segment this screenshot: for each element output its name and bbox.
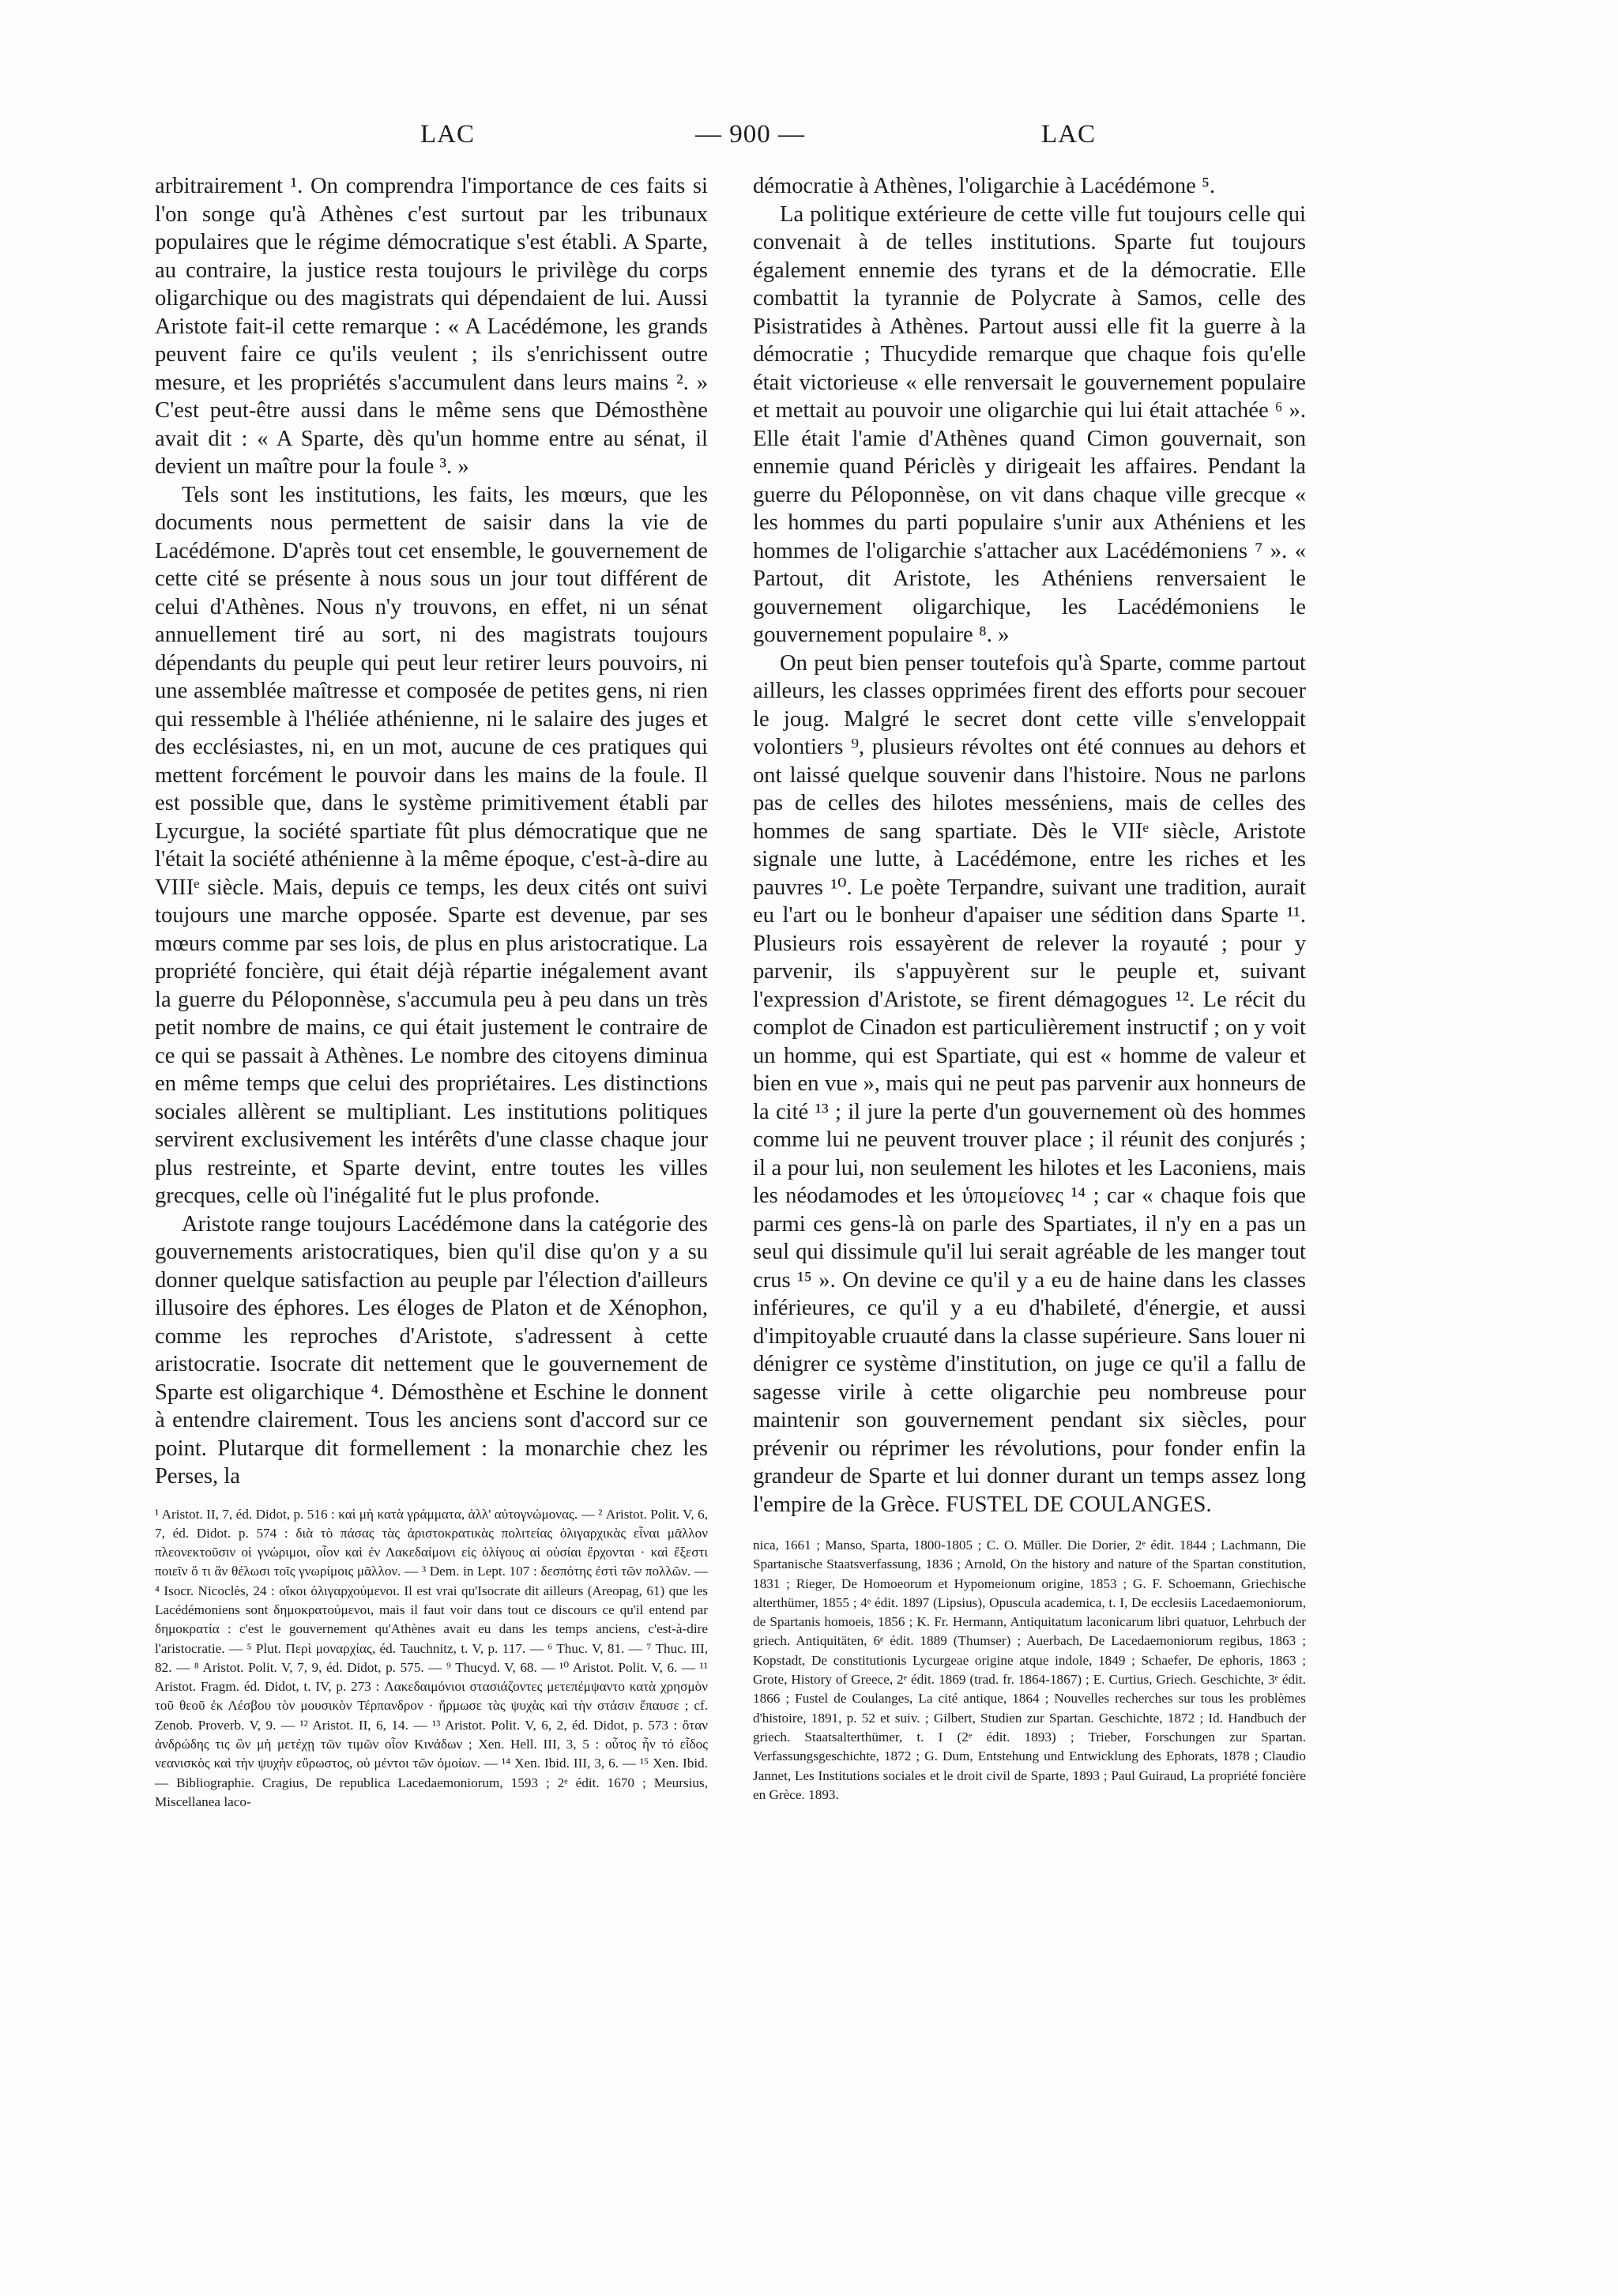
page-number: — 900 — (695, 120, 805, 149)
left-paragraph-2: Tels sont les institutions, les faits, les mœurs, que les documents nous permettent de saisir dans la vie de Lacédémone. D'après tout cet ensemble, le gouvernement de cette cité se présente à nous sous un jour tout différent de celui d'Athènes. Nous n'y trouvons, en effet, ni un sénat annuellement tiré au sort, ni des magistrats toujours dépendants du peuple qui peut leur retirer leurs pouvoirs, ni une assemblée maîtresse et composée de petites gens, ni rien qui ressemble à l'héliée athénienne, ni le salaire des juges et des ecclésiastes, ni, en un mot, aucune de ces pratiques qui mettent forcément le pouvoir dans les mains de la foule. Il est possible que, dans le système primitivement établi par Lycurgue, la société spartiate fût plus démocratique que ne l'était la société athénienne à la même époque, c'est-à-dire au VIIIᵉ siècle. Mais, depuis ce temps, les deux cités ont suivi toujours une marche opposée. Sparte est devenue, par ses mœurs comme par ses lois, de plus en plus aristocratique. La propriété foncière, qui était déjà répartie inégalement avant la guerre du Péloponnèse, s'accumula peu à peu dans un très petit nombre de mains, ce qui était justement le contraire de ce qui se passait à Athènes. Le nombre des citoyens diminua en même temps que celui des propriétaires. Les distinctions sociales allèrent se multipliant. Les institutions politiques servirent exclusivement les intérêts d'une classe chaque jour plus restreinte, et Sparte devint, entre toutes les villes grecques, celle où l'inégalité fut le plus profonde. (155, 482, 708, 1208)
right-column-body (753, 172, 1306, 1519)
left-paragraph-1: arbitrairement ¹. On comprendra l'importance de ces faits si l'on songe qu'à Athènes c'est surtout par les tribunaux populaires que le régime démocratique s'est établi. A Sparte, au contraire, la justice resta toujours le privilège du corps oligarchique ou des magistrats qui dépendaient de lui. Aussi Aristote fait-il cette remarque : « A Lacédémone, les grands peuvent faire ce qu'ils veulent ; ils s'enrichissent outre mesure, et les propriétés s'accumulent dans leurs mains ². » C'est peut-être aussi dans le même sens que Démosthène avait dit : « A Sparte, dès qu'un homme entre au sénat, il devient un maître pour la foule ³. » (155, 174, 708, 479)
left-footnote-text: ¹ Aristot. II, 7, éd. Didot, p. 516 : καὶ μὴ κατὰ γράμματα, ἀλλ' αὐτογνώμονας. — ² Aristot. Polit. V, 6, 7, éd. Didot. p. 574 : διὰ τὸ πάσας τὰς ἀριστοκρατικὰς πολιτείας ὀλιγαρχικὰς εἶναι μᾶλλον πλεονεκτοῦσιν οἱ γνώριμοι, οἷον καὶ ἐν Λακεδαίμονι εἰς ὀλίγους αἱ οὐσίαι ἔρχονται · καὶ ἔξεστι ποιεῖν ὅ τι ἂν θέλωσι τοῖς γνωρίμοις μᾶλλον. — ³ Dem. in Lept. 107 : δεσπότης ἐστὶ τῶν πολλῶν. — ⁴ Isocr. Nicoclès, 24 : οἴκοι ὀλιγαρχούμενοι. Il est vrai qu'Isocrate dit ailleurs (Areopag, 61) que les Lacédémoniens sont δημοκρατούμενοι, mais il faut voir dans tout ce discours ce qu'il entend par δημοκρατία : c'est le gouvernement qu'Athènes avait eu dans les temps anciens, c'est-à-dire l'aristocratie. — ⁵ Plut. Περὶ μοναρχίας, éd. Tauchnitz, t. V, p. 117. — ⁶ Thuc. V, 81. — ⁷ Thuc. III, 82. — ⁸ Aristot. Polit. V, 7, 9, éd. Didot, p. 575. — ⁹ Thucyd. V, 68. — ¹⁰ Aristot. Polit. V, 6. — ¹¹ Aristot. Fragm. éd. Didot, t. IV, p. 273 : Λακεδαιμόνιοι στασιάζοντες μετεπέμψαντο κατὰ χρησμὸν τοῦ θεοῦ ἐκ Λέσβου τὸν μουσικὸν Τέρπανδρον · ἥρμωσε τὰς ψυχὰς καὶ τὴν στάσιν ἔπαυσε ; cf. Zenob. Proverb. V, 9. — ¹² Aristot. II, 6, 14. — ¹³ Aristot. Polit. V, 6, 2, éd. Didot, p. 573 : ὅταν ἀνδρώδης τις ὢν μὴ μετέχῃ τῶν τιμῶν οἷον Κινάδων ; Xen. Hell. III, 3, 5 : οὗτος ἦν τό εἶδος νεανισκὸς καὶ τὴν ψυχὴν εὔρωστος, οὐ μέντοι τῶν ὁμοίων. — ¹⁴ Xen. Ibid. III, 3, 6. — ¹⁵ Xen. Ibid. — Bibliographie. Cragius, De republica Lacedaemoniorum, 1593 ; 2ᵉ édit. 1670 ; Meursius, Miscellanea laco- (155, 1506, 708, 1809)
left-footnotes (155, 1505, 708, 1812)
right-footnotes (753, 1536, 1306, 1805)
left-column-body (155, 172, 708, 1491)
running-head-left: LAC (420, 120, 475, 149)
running-head-right: LAC (1041, 120, 1096, 149)
left-paragraph-3: Aristote range toujours Lacédémone dans la catégorie des gouvernements aristocratiques, bien qu'il dise qu'on y a su donner quelque satisfaction au peuple par l'élection d'ailleurs illusoire des éphores. Les éloges de Platon et de Xénophon, comme les reproches d'Aristote, s'adressent à cette aristocratie. Isocrate dit nettement que le gouvernement de Sparte est oligarchique ⁴. Démosthène et Eschine le donnent à entendre clairement. Tous les anciens sont d'accord sur ce point. Plutarque dit formellement : la monarchie chez les Perses, la (155, 1211, 708, 1489)
right-paragraph-2: La politique extérieure de cette ville fut toujours celle qui convenait à de telles institutions. Sparte fut toujours également ennemie des tyrans et de la démocratie. Elle combattit la tyrannie de Polycrate à Samos, celle des Pisistratides à Athènes. Partout aussi elle fit la guerre à la démocratie ; Thucydide remarque que chaque fois qu'elle était victorieuse « elle renversait le gouvernement populaire et mettait au pouvoir une oligarchie qui lui était attachée ⁶ ». Elle était l'amie d'Athènes quand Cimon gouvernait, son ennemie quand Périclès y dirigeait les affaires. Pendant la guerre du Péloponnèse, on vit dans chaque ville grecque « les hommes du parti populaire s'unir aux Athéniens et les hommes de l'oligarchie s'attacher aux Lacédémoniens ⁷ ». « Partout, dit Aristote, les Athéniens renversaient le gouvernement oligarchique, les Lacédémoniens le gouvernement populaire ⁸. » (753, 201, 1306, 647)
left-column (155, 172, 708, 1812)
right-footnote-text: nica, 1661 ; Manso, Sparta, 1800-1805 ; C. O. Müller. Die Dorier, 2ᵉ édit. 1844 ; Lachmann, Die Spartanische Staatsverfassung, 1836 ; Arnold, On the history and nature of the Spartan constitution, 1831 ; Rieger, De Homoeorum et Hypomeionum origine, 1853 ; G. F. Schoemann, Griechische alterthümer, 1855 ; 4ᵉ édit. 1897 (Lipsius), Opuscula academica, t. I, De ecclesiis Lacedaemoniorum, de Spartanis homoeis, 1856 ; K. Fr. Hermann, Antiquitatum laconicarum libri quatuor, Lehrbuch der griech. Antiquitäten, 6ᵉ édit. 1889 (Thumser) ; Auerbach, De Lacedaemoniorum regibus, 1863 ; Kopstadt, De constitutionis Lycurgeae origine atque indole, 1849 ; Schaefer, De ephoris, 1863 ; Grote, History of Greece, 2ᵉ édit. 1869 (trad. fr. 1864-1867) ; E. Curtius, Griech. Geschichte, 3ᵉ édit. 1866 ; Fustel de Coulanges, La cité antique, 1864 ; Nouvelles recherches sur tous les problèmes d'histoire, 1891, p. 52 et suiv. ; Gilbert, Studien zur Spartan. Geschichte, 1872 ; Id. Handbuch der griech. Staatsalterthümer, t. I (2ᵉ édit. 1893) ; Trieber, Forschungen zur Spartan. Verfassungsgeschichte, 1872 ; G. Dum, Entstehung und Entwicklung des Ephorats, 1878 ; Claudio Jannet, Les Institutions sociales et le droit civil de Sparte, 1893 ; Paul Guiraud, La propriété foncière en Grèce. 1893. (753, 1538, 1306, 1802)
right-paragraph-1: démocratie à Athènes, l'oligarchie à Lacédémone ⁵. (753, 174, 1216, 198)
right-paragraph-3: On peut bien penser toutefois qu'à Sparte, comme partout ailleurs, les classes opprimées firent des efforts pour secouer le joug. Malgré le secret dont cette ville s'enveloppait volontiers ⁹, plusieurs révoltes ont été connues au dehors et ont laissé quelque souvenir dans l'histoire. Nous ne parlons pas de celles des hilotes messéniens, mais de celles des hommes de sang spartiate. Dès le VIIᵉ siècle, Aristote signale une lutte, à Lacédémone, entre les riches et les pauvres ¹⁰. Le poète Terpandre, suivant une tradition, aurait eu l'art ou le bonheur d'apaiser une sédition dans Sparte ¹¹. Plusieurs rois essayèrent de relever la royauté ; pour y parvenir, ils s'appuyèrent sur le peuple et, suivant l'expression d'Aristote, se firent démagogues ¹². Le récit du complot de Cinadon est particulièrement instructif ; on y voit un homme, qui est Spartiate, qui est « homme de valeur et bien en vue », mais qui ne peut pas parvenir aux honneurs de la cité ¹³ ; il jure la perte d'un gouvernement où des hommes comme lui ne peuvent trouver place ; il réunit des conjurés ; il a pour lui, non seulement les hilotes et les Laconiens, mais les néodamodes et les ὑπομείονες ¹⁴ ; car « chaque fois que parmi ces gens-là on parle des Spartiates, il n'y en a pas un seul qui dissimule qu'il lui serait agréable de les manger tout crus ¹⁵ ». On devine ce qu'il y a eu de haine dans les classes inférieures, ce qu'il y a eu d'habileté, d'énergie, et aussi d'impitoyable cruauté dans la classe supérieure. Sans louer ni dénigrer ce système d'institution, on juge ce qu'il a fallu de sagesse virile à cette oligarchie peu nombreuse pour maintenir son gouvernement pendant six siècles, pour prévenir ou réprimer les révolutions, pour fonder enfin la grandeur de Sparte et lui donner durant un temps assez long l'empire de la Grèce. FUSTEL DE COULANGES. (753, 650, 1306, 1517)
right-column (753, 172, 1306, 1805)
